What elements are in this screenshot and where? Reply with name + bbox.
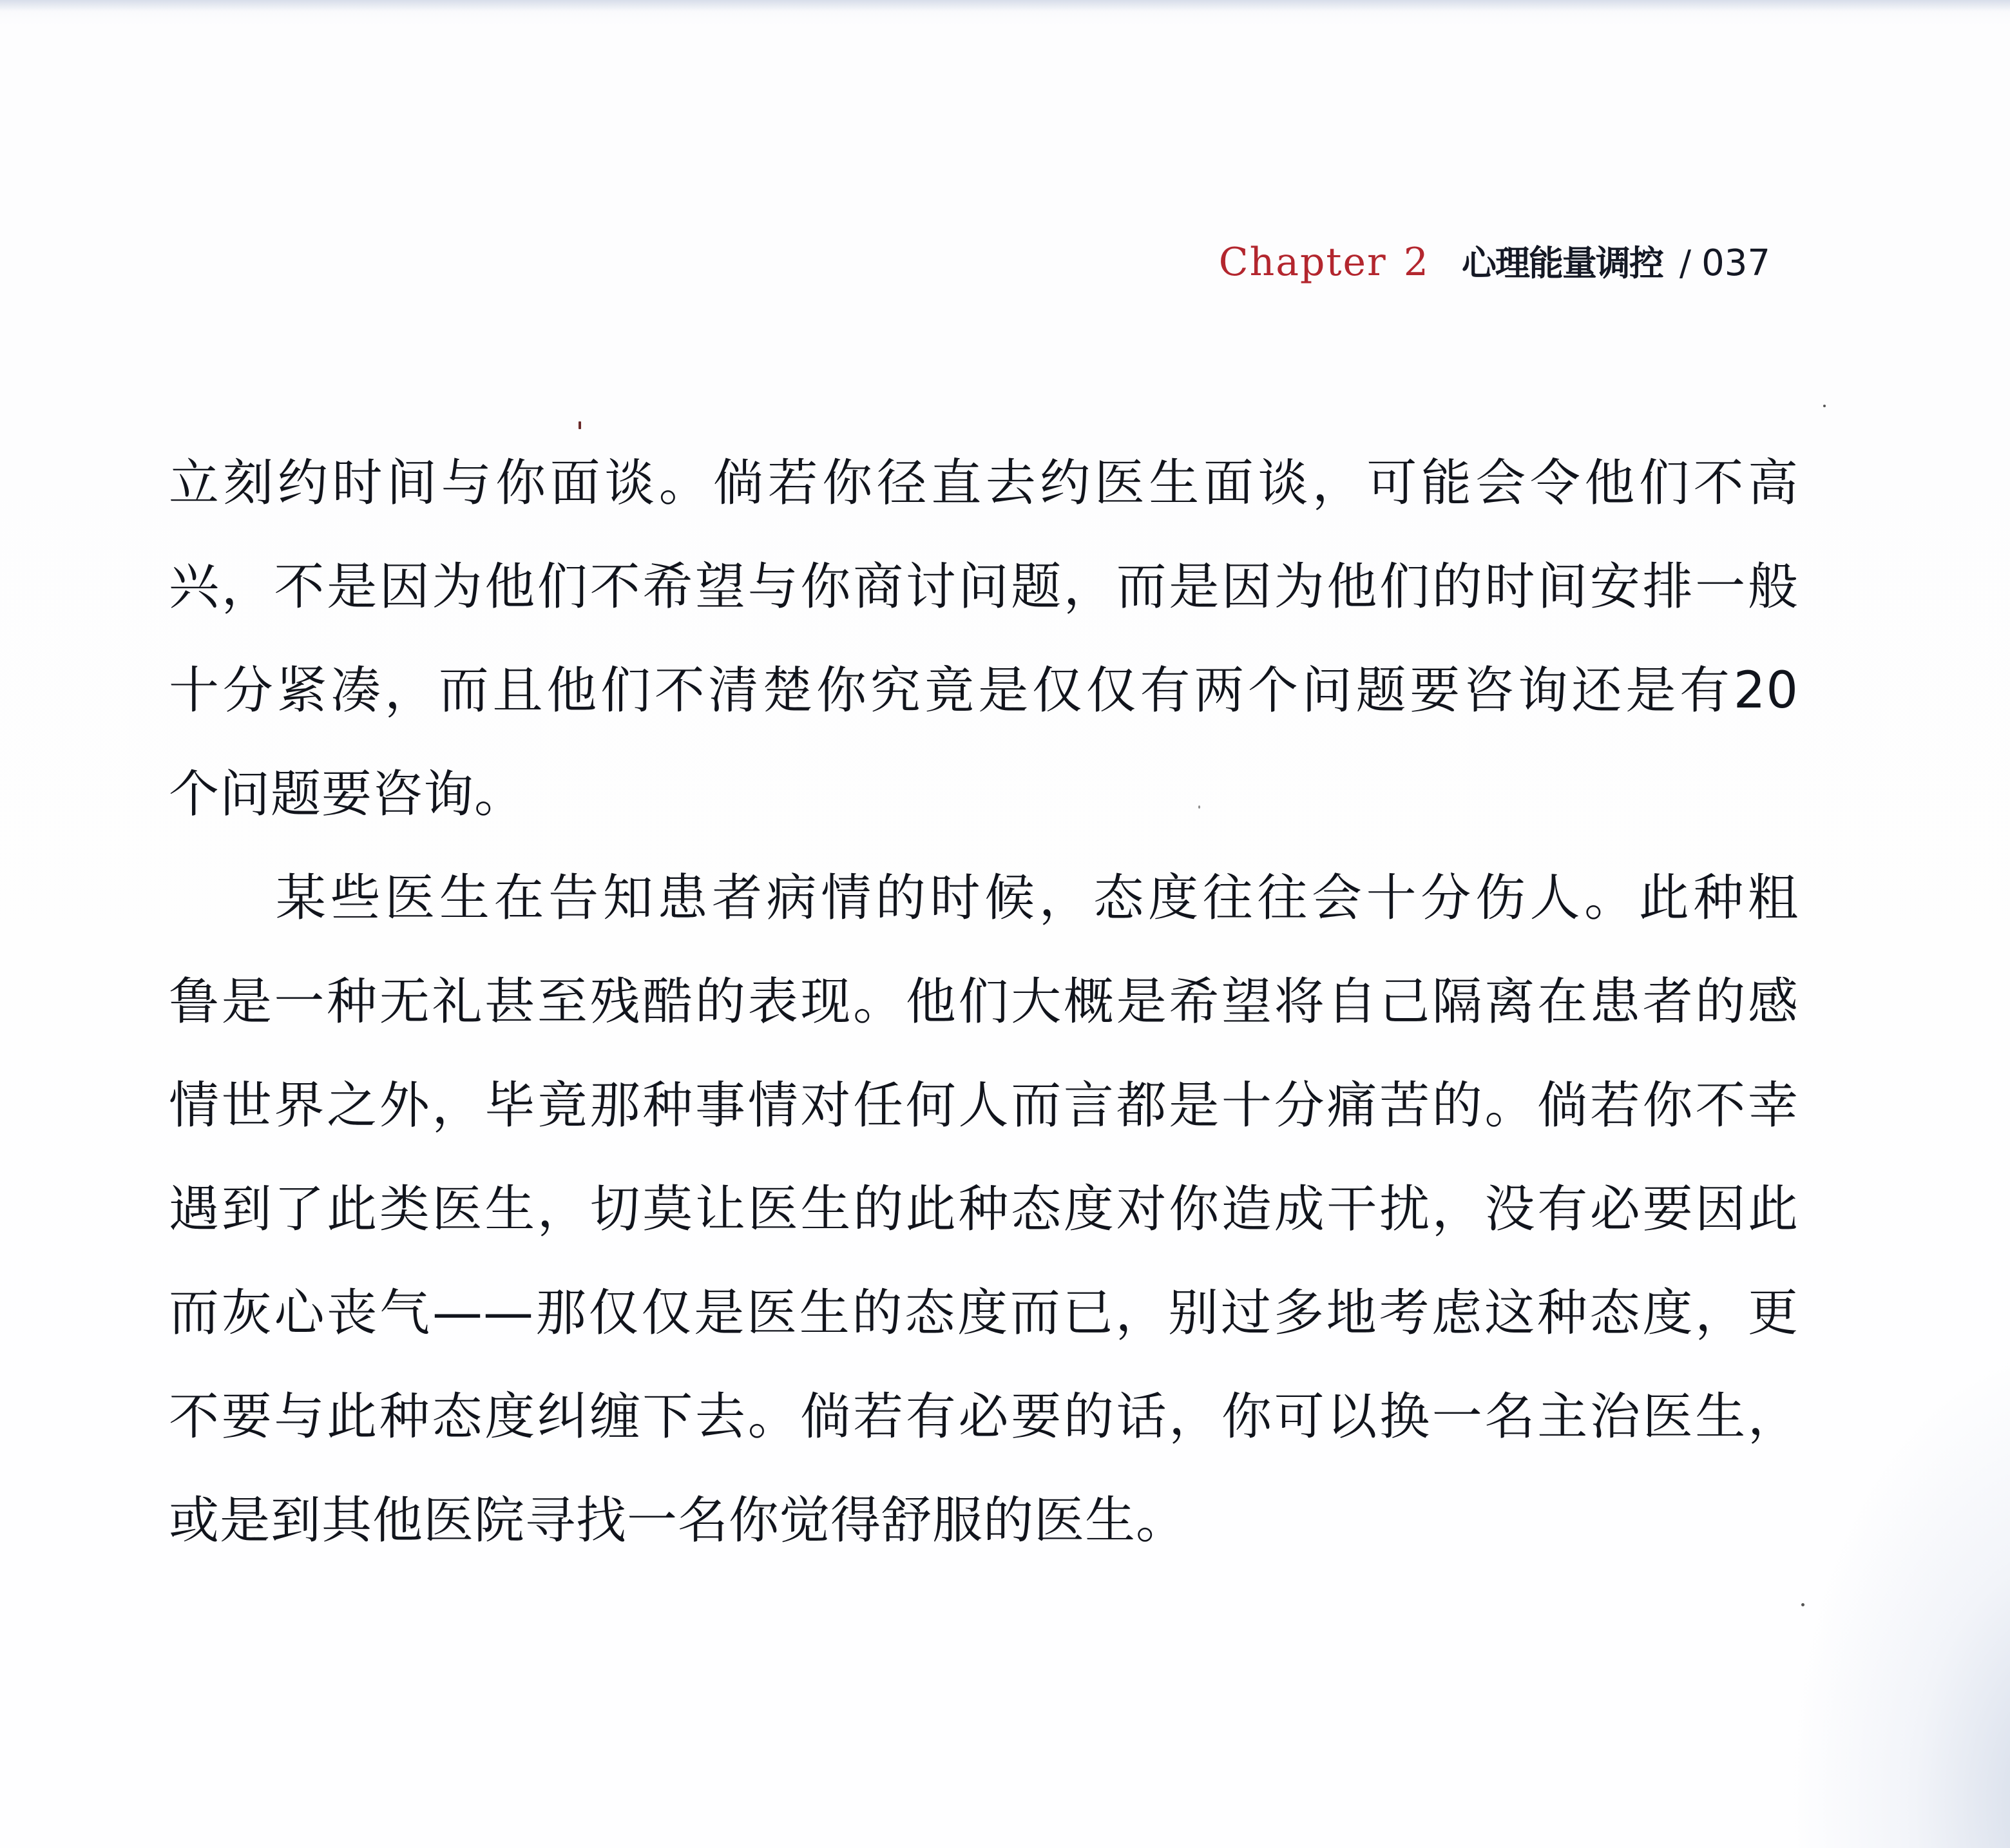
chapter-number: 2 [1403,240,1428,285]
text-line: 个问题要咨询。 [169,765,526,823]
text-line: 遇到了此类医生，切莫让医生的此种态度对你造成干扰，没有必要因此 [169,1180,1799,1238]
scan-speck [579,421,581,429]
text-line: 而灰心丧气——那仅仅是医生的态度而已，别过多地考虑这种态度，更 [169,1284,1799,1342]
running-header [1219,236,1770,285]
paragraph-1 [169,432,1799,847]
text-line: 或是到其他医院寻找一名你觉得舒服的医生。 [169,1492,1187,1550]
scan-speck [1801,1603,1804,1606]
page-number: 037 [1701,242,1770,284]
header-separator: / [1679,243,1692,284]
body-text [169,432,1799,1573]
text-line: 兴，不是因为他们不希望与你商讨问题，而是因为他们的时间安排一般 [169,558,1799,616]
paragraph-2 [169,847,1799,1573]
chapter-label: Chapter [1218,240,1387,285]
text-line: 不要与此种态度纠缠下去。倘若有必要的话，你可以换一名主治医生， [169,1388,1799,1446]
text-line: 鲁是一种无礼甚至残酷的表现。他们大概是希望将自己隔离在患者的感 [169,973,1799,1031]
scan-speck [1198,805,1200,809]
text-line: 某些医生在告知患者病情的时候，态度往往会十分伤人。此种粗 [276,869,1799,927]
section-title: 心理能量调控 [1461,243,1663,284]
text-line: 十分紧凑，而且他们不清楚你究竟是仅仅有两个问题要咨询还是有20 [169,662,1799,720]
scan-speck [1823,405,1826,407]
page-top-shadow [0,0,2010,12]
text-line: 立刻约时间与你面谈。倘若你径直去约医生面谈，可能会令他们不高 [169,454,1799,512]
text-line: 情世界之外，毕竟那种事情对任何人而言都是十分痛苦的。倘若你不幸 [169,1077,1799,1135]
